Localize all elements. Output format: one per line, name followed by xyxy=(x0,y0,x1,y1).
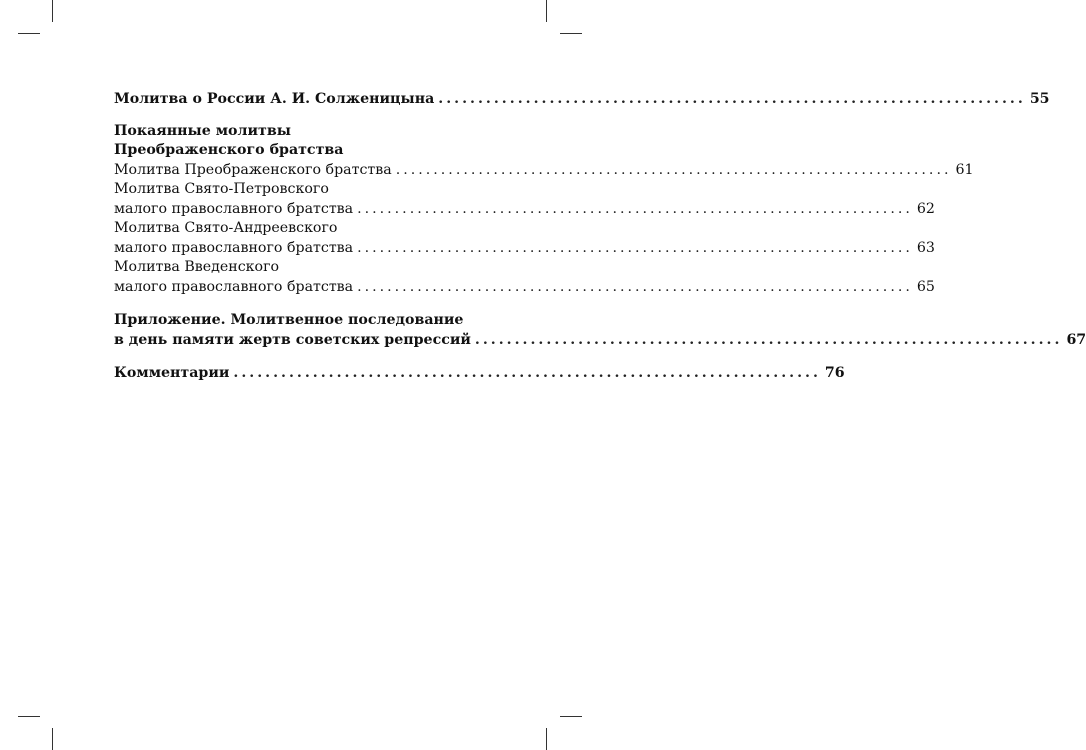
crop-mark-bottom-left-h xyxy=(18,716,40,717)
toc-entry-svyato-petrovsky-line-1[interactable]: Молитва Свято-Петровского xyxy=(114,181,329,197)
dot-leader: .......................................................................... xyxy=(357,200,913,217)
toc-page-number: 76 xyxy=(824,365,845,381)
toc-entry-vvedensky-line-1[interactable]: Молитва Введенского xyxy=(114,259,280,275)
crop-mark-top-right-v xyxy=(546,0,547,22)
toc-entry-solzhenitsyn[interactable] xyxy=(114,90,1050,110)
toc-entry-svyato-andreevsky-line-1[interactable]: Молитва Свято-Андреевского xyxy=(114,220,338,236)
crop-mark-top-right-h xyxy=(560,33,582,34)
toc-entry-title: в день памяти жертв советских репрессий xyxy=(114,331,471,348)
toc-page-number: 65 xyxy=(916,278,935,295)
toc-page-number: 62 xyxy=(916,200,935,217)
dot-leader: .......................................................................... xyxy=(395,161,952,178)
toc-entry-preobrazhensky[interactable] xyxy=(114,161,974,181)
toc-entry-title: малого православного братства xyxy=(114,239,354,256)
toc-entry-title: Комментарии xyxy=(114,365,230,381)
toc-entry-svyato-andreevsky[interactable] xyxy=(114,239,935,259)
toc-page-number: 67 xyxy=(1066,331,1086,348)
toc-entry-title: малого православного братства xyxy=(114,278,354,295)
dot-leader: .......................................................................... xyxy=(474,331,1063,348)
crop-mark-top-left-h xyxy=(18,33,40,34)
toc-page-number: 63 xyxy=(916,239,935,256)
toc-entry-title: малого православного братства xyxy=(114,200,354,217)
crop-mark-bottom-right-v xyxy=(546,728,547,750)
dot-leader: .......................................................................... xyxy=(357,278,913,295)
toc-entry-appendix[interactable] xyxy=(114,331,1086,351)
toc-entry-vvedensky[interactable] xyxy=(114,278,935,298)
section-heading-line-2: Преображенского братства xyxy=(114,142,344,158)
toc-entry-title: Молитва о России А. И. Солженицына xyxy=(114,91,435,107)
toc-page-number: 61 xyxy=(955,161,974,178)
toc-entry-appendix-line-1[interactable]: Приложение. Молитвенное последование xyxy=(114,312,464,328)
toc-entry-title: Молитва Преображенского братства xyxy=(114,161,392,178)
toc-page-number: 55 xyxy=(1029,91,1050,107)
toc-entry-comments[interactable] xyxy=(114,364,845,384)
dot-leader: .......................................................................... xyxy=(357,239,913,256)
table-of-contents xyxy=(114,90,1086,384)
section-heading-line-1: Покаянные молитвы xyxy=(114,122,291,139)
crop-mark-bottom-left-v xyxy=(52,728,53,750)
dot-leader: .......................................................................... xyxy=(233,365,821,381)
toc-entry-svyato-petrovsky[interactable] xyxy=(114,200,935,220)
dot-leader: .......................................................................... xyxy=(438,91,1026,107)
crop-mark-top-left-v xyxy=(52,0,53,22)
crop-mark-bottom-right-h xyxy=(560,716,582,717)
